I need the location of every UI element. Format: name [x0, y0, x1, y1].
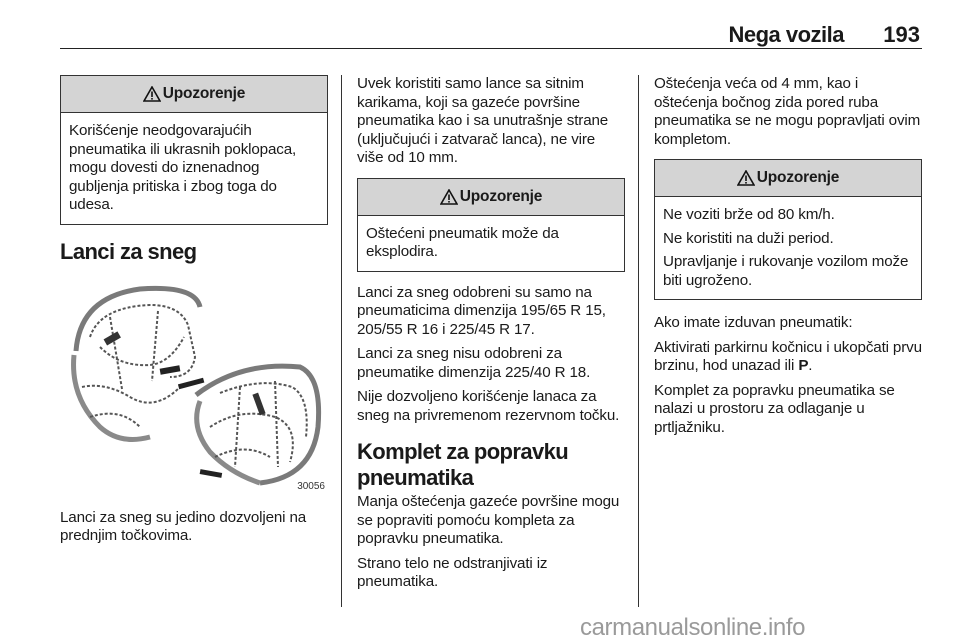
paragraph: Nije dozvoljeno korišćenje lanaca za sneg na privremenom rezervnom točku.: [357, 388, 620, 424]
warning-box: [357, 178, 625, 272]
warning-triangle-icon: [737, 170, 755, 186]
warning-header: [61, 76, 327, 113]
warning-triangle-icon: [440, 189, 458, 205]
column-divider: [638, 75, 639, 607]
paragraph: Strano telo ne odstranjivati iz pneumatika.: [357, 554, 548, 590]
warning-text: Korišćenje neodgovarajućih pneumatika ili ukrasnih poklopaca, mogu dovesti do iznenadnog gubljenja pritiska i zbog toga do udesa.: [69, 122, 297, 213]
paragraph: Uvek koristiti samo lance sa sitnim karikama, koji sa gazeće površine pneumatika kao i sa unutrašnje strane (uključujući i zatvarač lanca), ne vire više od 10 mm.: [357, 75, 609, 166]
warning-body: [61, 113, 327, 224]
paragraph: [654, 339, 922, 376]
paragraph: Manja oštećenja gazeće površine mogu se popraviti pomoću kompleta za popravku pneumatika.: [357, 493, 620, 547]
paragraph-text: Aktivirati parkirnu kočnicu i ukopčati prvu brzinu, hod unazad ili: [654, 338, 922, 374]
column-divider: [341, 75, 342, 607]
snow-chains-illustration: [60, 277, 328, 495]
warning-body: [655, 197, 921, 299]
column-1: [60, 75, 328, 552]
paragraph: Lanci za sneg odobreni su samo na pneumaticima dimenzija 195/65 R 15, 205/55 R 16 i 225/45 R 17.: [357, 283, 606, 338]
warning-header: [655, 160, 921, 197]
warning-box: [60, 75, 328, 225]
warning-text: Ne koristiti na duži period.: [663, 229, 834, 247]
warning-title: Upozorenje: [162, 85, 246, 102]
warning-triangle-icon: [143, 86, 161, 102]
heading-repair-kit: Komplet za popravku pneumatika: [357, 439, 569, 490]
warning-text: Upravljanje i rukovanje vozilom može biti ugroženo.: [663, 253, 909, 289]
column-2: [357, 75, 625, 598]
watermark: carmanualsonline.info: [580, 614, 806, 641]
warning-title: Upozorenje: [459, 187, 543, 205]
paragraph: Ako imate izduvan pneumatik:: [654, 314, 853, 331]
figure-number: 30056: [297, 480, 325, 492]
column-3: [654, 75, 922, 443]
warning-title: Upozorenje: [756, 169, 840, 186]
paragraph: Lanci za sneg su jedino dozvoljeni na prednjim točkovima.: [60, 508, 307, 544]
warning-body: [358, 216, 624, 271]
paragraph-end: .: [808, 357, 813, 374]
paragraph: Lanci za sneg nisu odobreni za pneumatike dimenzija 225/40 R 18.: [357, 345, 591, 381]
page-number: 193: [883, 22, 920, 47]
page-header: [60, 12, 922, 49]
warning-text: Ne voziti brže od 80 km/h.: [663, 206, 835, 223]
warning-box: [654, 159, 922, 300]
paragraph: Oštećenja veća od 4 mm, kao i oštećenja bočnog zida pored ruba pneumatika se ne mogu popravljati ovim kompletom.: [654, 75, 921, 148]
paragraph: Komplet za popravku pneumatika se nalazi u prostoru za odlaganje u prtljažniku.: [654, 381, 895, 436]
snow-chains-drawing: [60, 277, 328, 495]
heading-snow-chains: Lanci za sneg: [60, 238, 197, 264]
warning-text: Oštećeni pneumatik može da eksplodira.: [366, 224, 559, 260]
warning-header: [358, 179, 624, 216]
section-title: Nega vozila: [728, 22, 844, 47]
gear-p-label: P: [798, 357, 809, 374]
